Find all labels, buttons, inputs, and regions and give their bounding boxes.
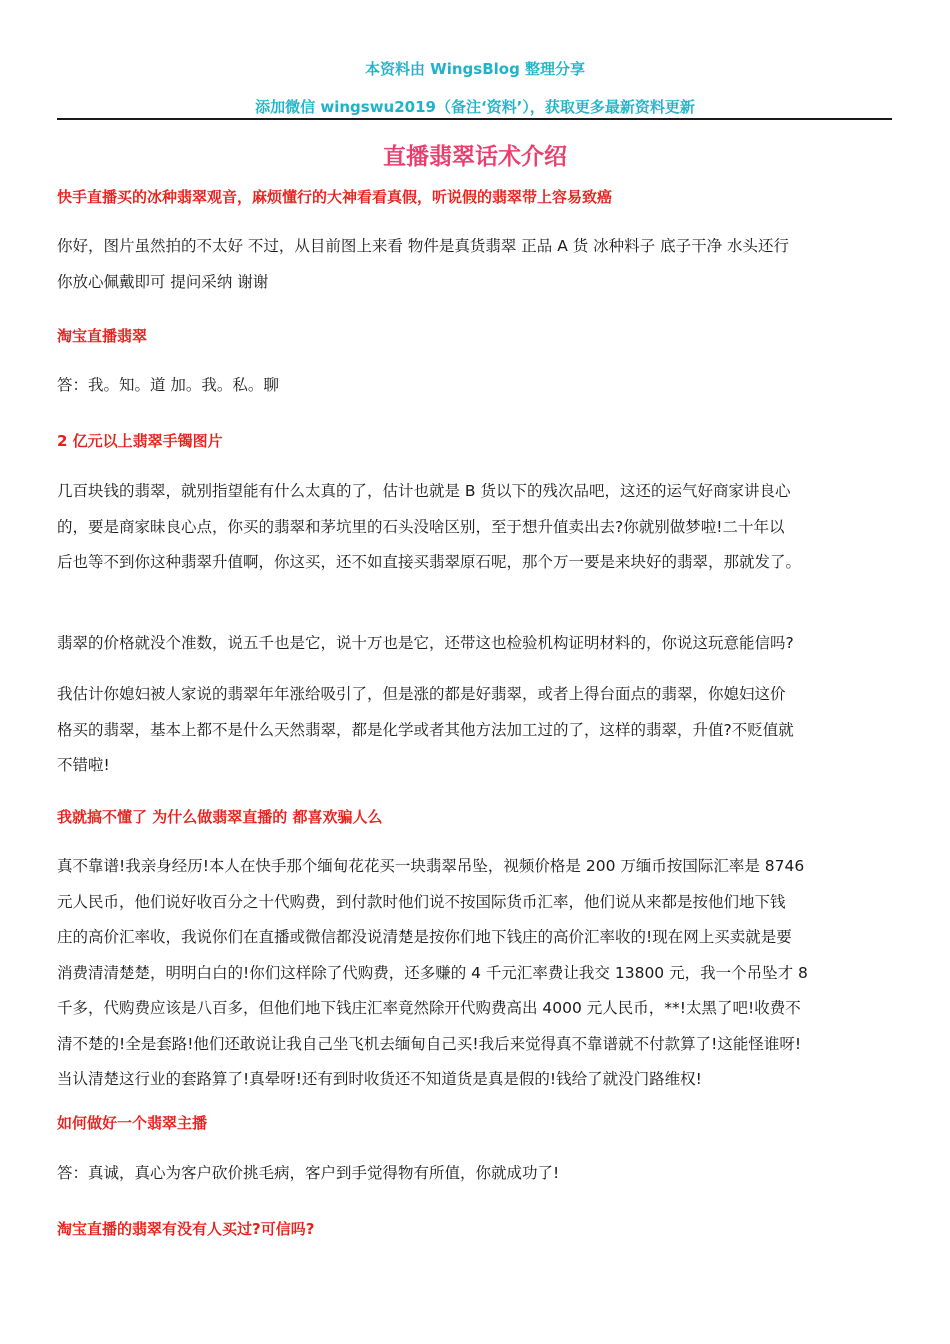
section-heading-live-scam: 我就搞不懂了 为什么做翡翠直播的 都喜欢骗人么 — [57, 808, 383, 826]
text-line: 格买的翡翠，基本上都不是什么天然翡翠，都是化学或者其他方法加工过的了，这样的翡翠，升值?不贬值就 — [57, 720, 794, 739]
text-line: 当认清楚这行业的套路算了!真晕呀!还有到时收货还不知道货是真是假的!钱给了就没门路维权! — [57, 1070, 702, 1088]
section-heading-bracelet-images: 2 亿元以上翡翠手镯图片 — [57, 432, 223, 450]
paragraph-kuaishou-answer — [57, 229, 897, 300]
section-heading-kuaishou-question: 快手直播买的冰种翡翠观音，麻烦懂行的大神看看真假，听说假的翡翠带上容易致癌 — [57, 188, 613, 206]
section-heading-jade-host: 如何做好一个翡翠主播 — [57, 1114, 208, 1132]
text-line: 真不靠谱!我亲身经历!本人在快手那个缅甸花花买一块翡翠吊坠，视频价格是 200 万缅币按国际汇率是 8746 — [57, 857, 805, 875]
text-line: 你放心佩戴即可 提问采纳 谢谢 — [57, 272, 269, 291]
page-title: 直播翡翠话术介绍 — [383, 144, 567, 170]
text-line: 我估计你媳妇被人家说的翡翠年年涨给吸引了，但是涨的都是好翡翠，或者上得台面点的翡翠，你媳妇这价 — [57, 685, 786, 703]
text-line: 清不楚的!全是套路!他们还敢说让我自己坐飞机去缅甸自己买!我后来觉得真不靠谱就不付款算了!这能怪谁呀! — [57, 1034, 802, 1053]
section-heading-taobao-trust: 淘宝直播的翡翠有没有人买过?可信吗? — [57, 1220, 315, 1238]
text-line: 千多，代购费应该是八百多，但他们地下钱庄汇率竟然除开代购费高出 4000 元人民币，**!太黑了吧!收费不 — [57, 999, 801, 1017]
text-line: 的，要是商家昧良心点，你买的翡翠和茅坑里的石头没啥区别，至于想升值卖出去?你就别做梦啦!二十年以 — [57, 517, 785, 536]
header-divider — [57, 118, 892, 120]
text-line: 不错啦! — [57, 756, 110, 774]
text-line: 消费清清楚楚，明明白白的!你们这样除了代购费，还多赚的 4 千元汇率费让我交 13800 元，我一个吊坠才 8 — [57, 963, 808, 982]
text-line: 翡翠的价格就没个准数，说五千也是它，说十万也是它，还带这也检验机构证明材料的，你说这玩意能信吗? — [57, 634, 794, 652]
paragraph-cheap-jade — [57, 474, 897, 581]
text-line: 你好，图片虽然拍的不太好 不过，从目前图上来看 物件是真货翡翠 正品 A 货 冰种料子 底子干净 水头还行 — [57, 237, 790, 255]
paragraph-personal-experience — [57, 849, 897, 1098]
paragraph-jade-value — [57, 677, 897, 784]
text-line: 元人民币，他们说好收百分之十代购费，到付款时他们说不按国际货币汇率，他们说从来都是按他们地下钱 — [57, 892, 786, 911]
text-line: 几百块钱的翡翠，就别指望能有什么太真的了，估计也就是 B 货以下的残次品吧，这还的运气好商家讲良心 — [57, 482, 791, 500]
header-wechat-line: 添加微信 wingswu2019（备注‘资料’），获取更多最新资料更新 — [255, 98, 695, 116]
text-line: 答：我。知。道 加。我。私。聊 — [57, 376, 279, 394]
text-line: 庄的高价汇率收，我说你们在直播或微信都没说清楚是按你们地下钱庄的高价汇率收的!现在网上买卖就是要 — [57, 928, 792, 946]
section-heading-taobao-live: 淘宝直播翡翠 — [57, 327, 148, 345]
paragraph-taobao-live-answer — [57, 368, 897, 404]
paragraph-jade-host-answer — [57, 1156, 897, 1192]
text-line: 后也等不到你这种翡翠升值啊，你这买，还不如直接买翡翠原石呢，那个万一要是来块好的翡翠，那就发了。 — [57, 553, 802, 571]
header-source-line: 本资料由 WingsBlog 整理分享 — [364, 60, 586, 78]
paragraph-jade-price — [57, 626, 897, 662]
text-line: 答：真诚，真心为客户砍价挑毛病，客户到手觉得物有所值，你就成功了! — [57, 1164, 560, 1182]
